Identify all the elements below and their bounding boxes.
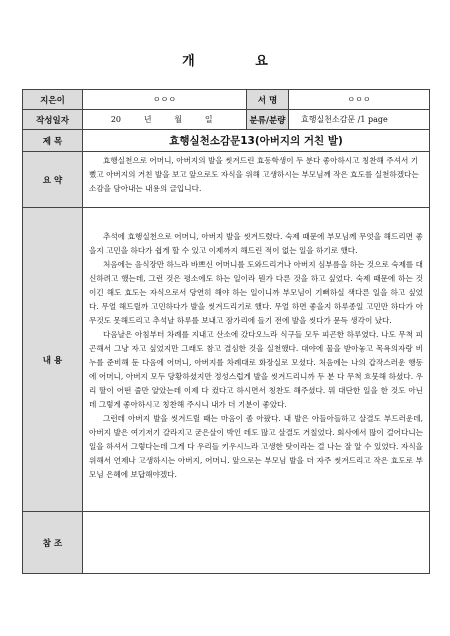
date-day-unit: 일 bbox=[204, 115, 213, 124]
reference-value bbox=[83, 512, 430, 574]
summary-text bbox=[83, 152, 430, 208]
date-year-unit: 년 bbox=[143, 115, 152, 124]
subject-value: 효행실천소감문13(아버지의 거친 발) bbox=[83, 130, 430, 152]
author-label: 지은이 bbox=[23, 90, 83, 110]
author-value: ㅇㅇㅇ bbox=[83, 90, 247, 110]
content-label: 내 용 bbox=[23, 208, 83, 512]
book-name-value: ㅇㅇㅇ bbox=[289, 90, 430, 110]
subject-row bbox=[23, 130, 430, 152]
page-title: 개 요 bbox=[182, 54, 296, 69]
book-name-label: 서 명 bbox=[247, 90, 289, 110]
content-paragraph: 그런데 아버지 발을 씻겨드릴 때는 마음이 좀 아팠다. 내 발은 아들아들하고 살결도 부드러운데, 아버지 발은 여기저기 갈라지고 굳은살이 박인 데도 많고 살결도 거칠었다. 회사에서 많이 걸어다니는 일을 하셔서 그렇다는데 그게 다 우리들 키우시느라 고생한 탓이라는 걸 나는 잘 알 수 있었다. 자식을 위해서 언제나 고생하시는 아버지, 어머니. 앞으로는 부모님 발을 더 자주 씻겨드리고 작은 효도로 부모님 은혜에 보답해야겠다. bbox=[89, 414, 423, 479]
reference-label: 참 조 bbox=[23, 512, 83, 574]
content-row bbox=[23, 208, 430, 512]
date-label: 작성일자 bbox=[23, 110, 83, 130]
reference-row bbox=[23, 512, 430, 574]
summary-row bbox=[23, 152, 430, 208]
author-row bbox=[23, 90, 430, 110]
category-label: 분류/분량 bbox=[247, 110, 289, 130]
content-paragraph: 추석에 효행실천으로 어머니, 아버지 발을 씻겨드렸다. 숙제 때문에 부모님께 무엇을 해드리면 좋을지 고민을 하다가 쉽게 할 수 있고 이제까지 해드린 적이 없는 일을 하기로 했다. bbox=[89, 232, 423, 255]
date-row bbox=[23, 110, 430, 130]
date-year: 20 bbox=[110, 115, 121, 124]
date-month-unit: 월 bbox=[174, 115, 183, 124]
subject-label: 제 목 bbox=[23, 130, 83, 152]
summary-form-table bbox=[22, 89, 430, 574]
summary-label: 요 약 bbox=[23, 152, 83, 208]
content-text bbox=[83, 208, 430, 512]
category-value: 효행실천소감문 /1 page bbox=[289, 110, 430, 130]
content-paragraph: 처음에는 음식장만 하느라 바쁘신 어머니를 도와드리거나 아버지 심부름을 하는 것으로 숙제를 대신하려고 했는데, 그런 것은 평소에도 하는 일이라 뭔가 다른 것을 하고 싶었다. 숙제 때문에 하는 것이긴 해도 효도는 자식으로서 당연히 해야 하는 일이니까 부모님이 기뻐하실 색다른 일을 하고 싶었다. 무얼 해드릴까 고민하다가 발을 씻겨드리기로 했다. 무얼 하면 좋을지 하루종일 고민만 하다가 아무것도 못해드리고 추석날 하루를 보내고 잠가리에 들기 전에 발을 씻다가 문득 생각이 났다. bbox=[89, 260, 423, 325]
summary-paragraph: 효행실천으로 어머니, 아버지의 발을 씻겨드린 효동학생이 두 분다 좋아하시고 칭찬해 주셔서 기뻤고 아버지의 거친 발을 보고 앞으로도 자식을 위해 고생하시는 부모님께 작은 효도를 실천하겠다는 소감을 담아내는 내용의 글입니다. bbox=[89, 156, 419, 193]
date-value bbox=[83, 110, 247, 130]
content-paragraph: 다음날은 아침부터 차례를 지내고 산소에 갔다오느라 식구들 모두 피곤한 하루였다. 나도 무척 피곤해서 그냥 자고 싶었지만 그래도 참고 결심한 것을 실천했다. 대야에 물을 받아놓고 목욕의자랑 비누를 준비해 둔 다음에 어머니, 아버지를 차례대로 화장실로 모셨다. 처음에는 나의 갑작스러운 행동에 어머니, 아버지 모두 당황하셨지만 정성스럽게 발을 씻겨드리니까 두 분 다 무척 흐뭇해 하셨다. 우리 딸이 어떤 줄만 알았는데 이제 다 컸다고 하시면서 칭찬도 해주셨다. 뭐 대단한 일을 한 것도 아닌데 그렇게 좋아하시고 칭찬해 주시니 내가 더 기분이 좋았다. bbox=[89, 330, 423, 409]
